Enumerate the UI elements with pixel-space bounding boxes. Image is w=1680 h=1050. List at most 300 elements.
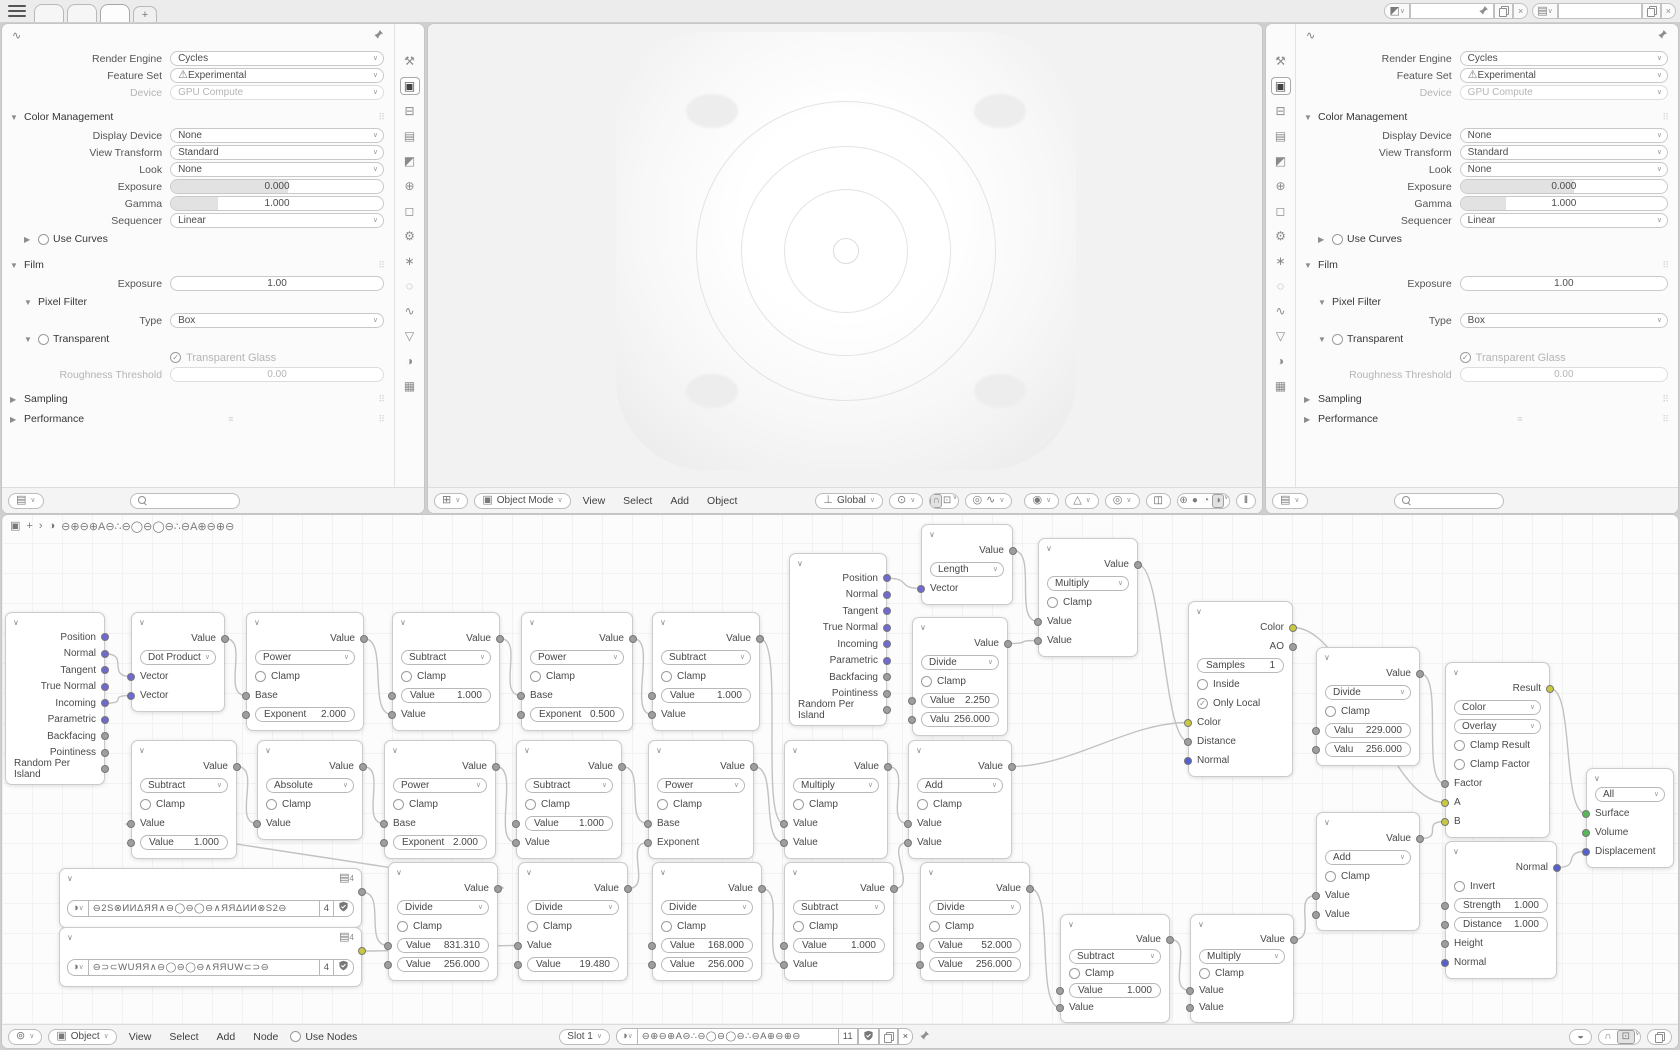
node-bump[interactable] bbox=[1445, 841, 1557, 979]
node-mult[interactable] bbox=[1038, 538, 1138, 657]
node-header[interactable] bbox=[785, 863, 893, 879]
menu-select[interactable]: Select bbox=[169, 1030, 199, 1043]
properties-editor-type-button[interactable] bbox=[8, 493, 44, 509]
properties-tab-tool-icon[interactable]: ⚒ bbox=[1275, 54, 1286, 68]
properties-tab-object-icon[interactable]: ◻ bbox=[1275, 204, 1286, 218]
node-header[interactable] bbox=[247, 613, 363, 629]
node-operation-dropdown[interactable]: All ∨ bbox=[1595, 787, 1665, 802]
node-checkbox-clamp[interactable] bbox=[255, 671, 266, 682]
collapse-chevron-icon[interactable]: ∨ bbox=[400, 618, 406, 627]
socket-out[interactable] bbox=[1546, 685, 1554, 693]
node-operation-dropdown[interactable]: Absolute ∨ bbox=[266, 778, 354, 793]
socket-out[interactable] bbox=[1026, 885, 1034, 893]
field-exposure[interactable]: 0.000 bbox=[170, 179, 384, 194]
socket-out[interactable] bbox=[884, 763, 892, 771]
material-icon-button[interactable] bbox=[616, 1028, 638, 1045]
socket-in[interactable] bbox=[908, 697, 916, 705]
properties-search-input[interactable] bbox=[1394, 493, 1504, 509]
socket-out[interactable] bbox=[101, 650, 109, 658]
socket-out[interactable] bbox=[883, 624, 891, 632]
socket-in[interactable] bbox=[644, 820, 652, 828]
collapse-chevron-icon[interactable]: ∨ bbox=[1198, 920, 1204, 929]
node-header[interactable] bbox=[132, 741, 236, 757]
socket-in[interactable] bbox=[512, 820, 520, 828]
socket-out[interactable] bbox=[492, 763, 500, 771]
properties-tab-constraints-icon[interactable]: ∿ bbox=[404, 304, 415, 318]
presets-icon[interactable]: ≡ bbox=[228, 414, 235, 424]
properties-tab-physics-icon[interactable]: ◌ bbox=[405, 279, 414, 293]
node-operation-dropdown[interactable]: Divide ∨ bbox=[661, 900, 753, 915]
socket-in[interactable] bbox=[904, 820, 912, 828]
properties-tab-output-icon[interactable]: ⊟ bbox=[404, 104, 415, 118]
collapse-chevron-icon[interactable]: ∨ bbox=[396, 868, 402, 877]
node-header[interactable] bbox=[389, 863, 497, 879]
menu-view[interactable]: View bbox=[128, 1030, 152, 1043]
socket-in[interactable] bbox=[1441, 902, 1449, 910]
socket-in[interactable] bbox=[1582, 829, 1590, 837]
node-add2[interactable] bbox=[1316, 812, 1420, 931]
socket-in[interactable] bbox=[127, 839, 135, 847]
node-header[interactable] bbox=[1189, 602, 1292, 618]
node-value-field[interactable]: Value 2.250 bbox=[921, 693, 999, 708]
collapse-chevron-icon[interactable]: ∨ bbox=[265, 746, 271, 755]
properties-tab-world-icon[interactable]: ⊕ bbox=[404, 179, 415, 193]
socket-in[interactable] bbox=[1441, 959, 1449, 967]
node-operation-dropdown[interactable]: Power ∨ bbox=[530, 650, 624, 665]
workspace-tab-2[interactable] bbox=[67, 4, 97, 22]
socket-in[interactable] bbox=[384, 961, 392, 969]
node-pow2[interactable] bbox=[521, 612, 633, 731]
node-header[interactable] bbox=[1587, 769, 1673, 785]
socket-in[interactable] bbox=[916, 942, 924, 950]
field-exposure[interactable]: 1.00 bbox=[170, 276, 384, 291]
node-value-field[interactable]: Value 256.000 bbox=[397, 957, 489, 972]
filter-icon[interactable]: ∿ bbox=[12, 29, 22, 42]
checkbox-transparent[interactable] bbox=[38, 334, 49, 345]
datablock-icon-button[interactable] bbox=[67, 900, 89, 917]
properties-tab-render-icon[interactable]: ▣ bbox=[1271, 77, 1291, 95]
node-operation-dropdown[interactable]: Power ∨ bbox=[255, 650, 355, 665]
section-header-performance[interactable]: ▶ Performance ≡ ⠿ bbox=[10, 413, 386, 425]
pivot-point-dropdown[interactable] bbox=[889, 493, 923, 509]
collapse-chevron-icon[interactable]: ∨ bbox=[529, 618, 535, 627]
socket-out[interactable] bbox=[629, 635, 637, 643]
node-value-field[interactable]: Value 1.000 bbox=[140, 835, 228, 850]
collapse-chevron-icon[interactable]: ∨ bbox=[1068, 920, 1074, 929]
node-header[interactable] bbox=[393, 613, 499, 629]
field-look[interactable]: None ∨ bbox=[1460, 162, 1668, 177]
node-header[interactable] bbox=[385, 741, 495, 757]
socket-in[interactable] bbox=[514, 961, 522, 969]
node-checkbox-inside[interactable] bbox=[1197, 679, 1208, 690]
node-checkbox-clamp[interactable] bbox=[266, 799, 277, 810]
collapse-chevron-icon[interactable]: ∨ bbox=[1046, 544, 1052, 553]
view-layer-selector-new-button[interactable] bbox=[1642, 3, 1661, 19]
node-checkbox-clamp[interactable] bbox=[917, 799, 928, 810]
properties-tab-particles-icon[interactable]: ∗ bbox=[404, 254, 415, 268]
presets-icon[interactable]: ≡ bbox=[1517, 414, 1524, 424]
node-checkbox-clamp[interactable] bbox=[393, 799, 404, 810]
collapse-chevron-icon[interactable]: ∨ bbox=[67, 874, 73, 883]
node-checkbox-clamp[interactable] bbox=[397, 921, 408, 932]
node-checkbox-clamp[interactable] bbox=[661, 671, 672, 682]
socket-out[interactable] bbox=[758, 885, 766, 893]
collapse-chevron-icon[interactable]: ∨ bbox=[656, 746, 662, 755]
node-operation-dropdown[interactable]: Divide ∨ bbox=[397, 900, 489, 915]
node-sub2[interactable] bbox=[652, 612, 760, 731]
socket-in[interactable] bbox=[384, 942, 392, 950]
subsection-pixel-filter[interactable]: ▼ Pixel Filter bbox=[1318, 296, 1382, 308]
properties-tab-material-icon[interactable]: ◑ bbox=[405, 354, 414, 368]
node-header[interactable] bbox=[1317, 813, 1419, 829]
shading-rendered-icon[interactable]: ◑ bbox=[1212, 494, 1224, 508]
node-operation-dropdown[interactable]: Subtract ∨ bbox=[1069, 949, 1161, 964]
properties-tab-texture-icon[interactable]: ▦ bbox=[403, 379, 416, 393]
snap-target-icon[interactable]: ⊡ bbox=[942, 495, 952, 506]
app-menu-button[interactable] bbox=[8, 5, 26, 17]
node-checkbox-clamp[interactable] bbox=[527, 921, 538, 932]
properties-tab-scene-icon[interactable]: ◩ bbox=[1274, 154, 1287, 168]
properties-tab-texture-icon[interactable]: ▦ bbox=[1274, 379, 1287, 393]
socket-in[interactable] bbox=[1056, 987, 1064, 995]
socket-in[interactable] bbox=[127, 820, 135, 828]
socket-in[interactable] bbox=[1034, 618, 1042, 626]
node-operation-dropdown[interactable]: Multiply ∨ bbox=[793, 778, 879, 793]
section-header-color-management[interactable]: ▼ Color Management ⠿ bbox=[1304, 111, 1670, 123]
socket-out[interactable] bbox=[1416, 670, 1424, 678]
collapse-chevron-icon[interactable]: ∨ bbox=[1196, 607, 1202, 616]
collapse-chevron-icon[interactable]: ∨ bbox=[392, 746, 398, 755]
material-fake-user-button[interactable] bbox=[858, 1028, 879, 1045]
properties-tab-object-data-icon[interactable]: ▽ bbox=[404, 329, 415, 343]
node-value-field[interactable]: Value 1.000 bbox=[793, 938, 885, 953]
socket-in[interactable] bbox=[648, 692, 656, 700]
node-checkbox-clamp[interactable] bbox=[525, 799, 536, 810]
node-value-field[interactable]: Samples 1 bbox=[1197, 658, 1284, 673]
mode-dropdown[interactable]: ▣ Object Mode ∨ bbox=[474, 493, 570, 509]
toggle-use-curves[interactable]: ▶ Use Curves bbox=[24, 233, 108, 245]
collapse-chevron-icon[interactable]: ∨ bbox=[526, 868, 532, 877]
socket-out[interactable] bbox=[883, 657, 891, 665]
node-sub3[interactable] bbox=[131, 740, 237, 859]
socket-out[interactable] bbox=[1008, 763, 1016, 771]
socket-in[interactable] bbox=[1582, 810, 1590, 818]
snap-magnet-icon[interactable]: ∩ bbox=[1604, 1031, 1612, 1042]
field-device[interactable]: GPU Compute ∨ bbox=[170, 85, 384, 100]
node-checkbox-clamp[interactable] bbox=[661, 921, 672, 932]
socket-out[interactable] bbox=[750, 763, 758, 771]
use-nodes-toggle[interactable]: Use Nodes bbox=[290, 1031, 357, 1043]
node-value-field[interactable]: Value 1.000 bbox=[661, 688, 751, 703]
node-snap-controls[interactable] bbox=[1598, 1029, 1641, 1045]
shading-mode-controls[interactable] bbox=[1177, 493, 1230, 509]
users-count[interactable]: 4 bbox=[319, 959, 334, 976]
socket-in[interactable] bbox=[1184, 719, 1192, 727]
node-header[interactable] bbox=[132, 613, 224, 629]
socket-in[interactable] bbox=[644, 839, 652, 847]
socket-in[interactable] bbox=[1186, 987, 1194, 995]
socket-in[interactable] bbox=[1312, 746, 1320, 754]
socket-in[interactable] bbox=[1441, 940, 1449, 948]
node-checkbox-clamp[interactable] bbox=[1325, 706, 1336, 717]
workspace-tab-3[interactable] bbox=[100, 4, 130, 22]
socket-out[interactable] bbox=[359, 763, 367, 771]
node-header[interactable] bbox=[1039, 539, 1137, 555]
fake-user-shield-icon[interactable] bbox=[338, 960, 349, 974]
scene-selector-icon[interactable]: ◩ ∨ bbox=[1384, 3, 1410, 19]
new-workspace-tab-button[interactable]: + bbox=[133, 6, 157, 22]
view-layer-selector-icon[interactable]: ▤ ∨ bbox=[1532, 3, 1558, 19]
collapse-chevron-icon[interactable]: ∨ bbox=[920, 623, 926, 632]
datablock-name-field[interactable]: ⊖⊃⊂WUЯЯ∧⊖◯⊖◯⊖∧ЯЯUW⊂⊃⊖ bbox=[89, 959, 319, 976]
node-operation-dropdown[interactable]: Divide ∨ bbox=[929, 900, 1021, 915]
node-sub5[interactable] bbox=[784, 862, 894, 981]
fake-user-button[interactable] bbox=[334, 959, 354, 976]
socket-in[interactable] bbox=[917, 585, 925, 593]
node-value-field[interactable]: Distance 1.000 bbox=[1454, 917, 1548, 932]
properties-tab-material-icon[interactable]: ◑ bbox=[1276, 354, 1285, 368]
properties-tab-world-icon[interactable]: ⊕ bbox=[1275, 179, 1286, 193]
collapse-chevron-icon[interactable]: ∨ bbox=[660, 618, 666, 627]
collapse-chevron-icon[interactable]: ∨ bbox=[797, 559, 803, 568]
collapse-chevron-icon[interactable]: ∨ bbox=[1594, 774, 1600, 783]
field-render-engine[interactable]: Cycles ∨ bbox=[1460, 51, 1668, 66]
collapse-chevron-icon[interactable]: ∨ bbox=[928, 868, 934, 877]
node-ao[interactable] bbox=[1188, 601, 1293, 777]
fake-user-shield-icon[interactable] bbox=[338, 901, 349, 915]
menu-select[interactable]: Select bbox=[623, 494, 653, 507]
node-pow3[interactable] bbox=[384, 740, 496, 859]
socket-out[interactable] bbox=[883, 690, 891, 698]
node-checkbox-clamp[interactable] bbox=[1069, 968, 1080, 979]
node-div229[interactable] bbox=[1316, 647, 1420, 766]
node-header[interactable] bbox=[522, 613, 632, 629]
socket-in[interactable] bbox=[780, 839, 788, 847]
field-view-transform[interactable]: Standard ∨ bbox=[1460, 145, 1668, 160]
node-value-field[interactable]: Value 1.000 bbox=[401, 688, 491, 703]
node-grp[interactable] bbox=[59, 868, 362, 987]
menu-add[interactable]: Add bbox=[216, 1030, 236, 1043]
socket-in[interactable] bbox=[127, 673, 135, 681]
gizmos-dropdown[interactable] bbox=[1065, 493, 1099, 509]
node-value-field[interactable]: Exponent 2.000 bbox=[255, 707, 355, 722]
datablock-icon-button[interactable] bbox=[67, 959, 89, 976]
node-abs[interactable] bbox=[257, 740, 363, 840]
workspace-tab-1[interactable] bbox=[34, 4, 64, 22]
socket-in[interactable] bbox=[242, 711, 250, 719]
datablock-name-field[interactable]: ⊖2S⊗ИИΔЯЯ∧⊖◯⊖◯⊖∧ЯЯΔИИ⊗S2⊖ bbox=[89, 900, 319, 917]
properties-tab-render-icon[interactable]: ▣ bbox=[400, 77, 420, 95]
shading-wireframe-icon[interactable]: ⊕ bbox=[1179, 495, 1188, 506]
socket-out[interactable] bbox=[358, 947, 366, 955]
node-value-field[interactable]: Value 52.000 bbox=[929, 938, 1021, 953]
node-value-field[interactable]: Value 256.000 bbox=[661, 957, 753, 972]
collapse-chevron-icon[interactable]: ∨ bbox=[792, 868, 798, 877]
node-header[interactable] bbox=[517, 741, 621, 757]
section-header-film[interactable]: ▼ Film ⠿ bbox=[1304, 259, 1670, 271]
properties-tab-physics-icon[interactable]: ◌ bbox=[1276, 279, 1285, 293]
checkbox-transparent-glass[interactable]: ✓ bbox=[170, 352, 181, 363]
socket-out[interactable] bbox=[1134, 561, 1142, 569]
menu-node[interactable]: Node bbox=[253, 1030, 279, 1043]
node-value-field[interactable]: Value 168.000 bbox=[661, 938, 753, 953]
properties-tab-object-data-icon[interactable]: ▽ bbox=[1275, 329, 1286, 343]
node-checkbox-clamp[interactable] bbox=[929, 921, 940, 932]
field-feature-set[interactable]: ⚠ Experimental ∨ bbox=[170, 68, 384, 83]
field-roughness-threshold[interactable]: 0.00 bbox=[1460, 367, 1668, 382]
properties-tab-view-layer-icon[interactable]: ▤ bbox=[403, 129, 416, 143]
socket-in[interactable] bbox=[1441, 799, 1449, 807]
socket-in[interactable] bbox=[1441, 780, 1449, 788]
properties-tab-output-icon[interactable]: ⊟ bbox=[1275, 104, 1286, 118]
properties-tab-particles-icon[interactable]: ∗ bbox=[1275, 254, 1286, 268]
collapse-chevron-icon[interactable]: ∨ bbox=[660, 868, 666, 877]
socket-out[interactable] bbox=[1290, 936, 1298, 944]
scene-selector-pin-icon[interactable] bbox=[1478, 5, 1489, 18]
socket-out[interactable] bbox=[233, 763, 241, 771]
node-operation-dropdown[interactable]: Subtract ∨ bbox=[661, 650, 751, 665]
node-header[interactable] bbox=[913, 618, 1007, 634]
collapse-chevron-icon[interactable]: ∨ bbox=[792, 746, 798, 755]
field-exposure[interactable]: 1.00 bbox=[1460, 276, 1668, 291]
collapse-chevron-icon[interactable]: ∨ bbox=[139, 746, 145, 755]
node-header[interactable] bbox=[258, 741, 362, 757]
node-value-field[interactable]: Value 1.000 bbox=[525, 816, 613, 831]
collapse-chevron-icon[interactable]: ∨ bbox=[1324, 653, 1330, 662]
socket-out[interactable] bbox=[618, 763, 626, 771]
node-sub4[interactable] bbox=[516, 740, 622, 859]
socket-out[interactable] bbox=[358, 888, 366, 896]
shading-solid-icon[interactable]: ● bbox=[1191, 495, 1198, 506]
socket-out[interactable] bbox=[221, 635, 229, 643]
snap-controls[interactable] bbox=[929, 493, 958, 509]
socket-in[interactable] bbox=[514, 942, 522, 950]
node-value-field[interactable]: Valu 256.000 bbox=[1325, 742, 1411, 757]
node-header[interactable] bbox=[6, 613, 104, 629]
collapse-chevron-icon[interactable]: ∨ bbox=[929, 530, 935, 539]
view-layer-selector-unlink-button[interactable]: × bbox=[1661, 3, 1676, 19]
node-checkbox-clamp[interactable] bbox=[1047, 597, 1058, 608]
section-header-performance[interactable]: ▶ Performance ≡ ⠿ bbox=[1304, 413, 1670, 425]
node-value-field[interactable]: Value 1.000 bbox=[1069, 983, 1161, 998]
socket-in[interactable] bbox=[904, 839, 912, 847]
node-operation-dropdown[interactable]: Add ∨ bbox=[1325, 850, 1411, 865]
node-checkbox-clamp[interactable] bbox=[1325, 871, 1336, 882]
menu-view[interactable]: View bbox=[582, 494, 606, 507]
field-roughness-threshold[interactable]: 0.00 bbox=[170, 367, 384, 382]
node-header[interactable] bbox=[790, 554, 886, 570]
socket-out[interactable] bbox=[101, 716, 109, 724]
node-operation-dropdown[interactable]: Power ∨ bbox=[657, 778, 745, 793]
node-overlap-button[interactable] bbox=[1647, 1029, 1672, 1045]
socket-in[interactable] bbox=[780, 820, 788, 828]
socket-out[interactable] bbox=[496, 635, 504, 643]
section-header-sampling[interactable]: ▶ Sampling ⠿ bbox=[1304, 393, 1670, 405]
socket-out[interactable] bbox=[890, 885, 898, 893]
material-users-count[interactable]: 11 bbox=[838, 1028, 858, 1045]
socket-in[interactable] bbox=[1056, 1004, 1064, 1012]
node-value-field[interactable]: Valu 229.000 bbox=[1325, 723, 1411, 738]
node-value-field[interactable]: Strength 1.000 bbox=[1454, 898, 1548, 913]
node-header[interactable] bbox=[909, 741, 1011, 757]
shading-material-preview-icon[interactable]: ◔ bbox=[1203, 495, 1210, 506]
properties-tab-object-icon[interactable]: ◻ bbox=[404, 204, 415, 218]
collapse-chevron-icon[interactable]: ∨ bbox=[916, 746, 922, 755]
node-value-field[interactable]: Exponent 2.000 bbox=[393, 835, 487, 850]
field-type[interactable]: Box ∨ bbox=[170, 313, 384, 328]
properties-tab-tool-icon[interactable]: ⚒ bbox=[404, 54, 415, 68]
socket-out[interactable] bbox=[1553, 864, 1561, 872]
subsection-pixel-filter[interactable]: ▼ Pixel Filter bbox=[24, 296, 88, 308]
socket-in[interactable] bbox=[388, 692, 396, 700]
socket-in[interactable] bbox=[780, 942, 788, 950]
node-value-field[interactable]: Value 256.000 bbox=[929, 957, 1021, 972]
snap-magnet-icon[interactable]: ∩ bbox=[930, 494, 941, 508]
section-header-sampling[interactable]: ▶ Sampling ⠿ bbox=[10, 393, 386, 405]
node-pow1[interactable] bbox=[246, 612, 364, 731]
node-checkbox-clamp[interactable] bbox=[1199, 968, 1210, 979]
socket-out[interactable] bbox=[1166, 936, 1174, 944]
collapse-chevron-icon[interactable]: ∨ bbox=[524, 746, 530, 755]
node-operation-dropdown[interactable]: Power ∨ bbox=[393, 778, 487, 793]
node-operation-dropdown[interactable]: Overlay ∨ bbox=[1454, 719, 1541, 734]
field-gamma[interactable]: 1.000 bbox=[1460, 196, 1668, 211]
node-checkbox-invert[interactable] bbox=[1454, 881, 1465, 892]
node-operation-dropdown[interactable]: Divide ∨ bbox=[1325, 685, 1411, 700]
socket-in[interactable] bbox=[517, 692, 525, 700]
node-header[interactable] bbox=[1317, 648, 1419, 664]
socket-in[interactable] bbox=[908, 716, 916, 724]
properties-editor-type-button[interactable] bbox=[1272, 493, 1308, 509]
node-outp[interactable] bbox=[1586, 768, 1674, 868]
node-len[interactable] bbox=[921, 524, 1013, 605]
collapse-chevron-icon[interactable]: ∨ bbox=[13, 618, 19, 627]
socket-in[interactable] bbox=[780, 961, 788, 969]
socket-in[interactable] bbox=[1186, 1004, 1194, 1012]
pin-properties-icon[interactable] bbox=[1657, 29, 1668, 43]
node-div168[interactable] bbox=[652, 862, 762, 981]
node-sub6[interactable] bbox=[1060, 914, 1170, 1023]
node-editor-type-button[interactable] bbox=[8, 1029, 42, 1045]
checkbox-use curves[interactable] bbox=[1332, 234, 1343, 245]
node-checkbox-clamp[interactable] bbox=[530, 671, 541, 682]
checkbox-use curves[interactable] bbox=[38, 234, 49, 245]
group-id-block-2[interactable] bbox=[59, 927, 362, 987]
properties-tab-modifiers-icon[interactable]: ⚙ bbox=[404, 229, 415, 243]
field-display-device[interactable]: None ∨ bbox=[170, 128, 384, 143]
socket-in[interactable] bbox=[1312, 727, 1320, 735]
socket-out[interactable] bbox=[360, 635, 368, 643]
section-header-color-management[interactable]: ▼ Color Management ⠿ bbox=[10, 111, 386, 123]
socket-in[interactable] bbox=[1312, 911, 1320, 919]
node-operation-dropdown[interactable]: Subtract ∨ bbox=[793, 900, 885, 915]
properties-tab-scene-icon[interactable]: ◩ bbox=[403, 154, 416, 168]
node-header[interactable] bbox=[519, 863, 627, 879]
socket-in[interactable] bbox=[127, 692, 135, 700]
node-operation-dropdown[interactable]: Length ∨ bbox=[930, 562, 1004, 577]
proportional-editing-controls[interactable] bbox=[965, 493, 1013, 509]
node-checkbox-clamp-factor[interactable] bbox=[1454, 759, 1465, 770]
snap-grid-icon[interactable]: ⊡ bbox=[1617, 1030, 1635, 1044]
viewport-editor-type-button[interactable] bbox=[434, 493, 468, 509]
node-checkbox-clamp[interactable] bbox=[793, 921, 804, 932]
node-header[interactable] bbox=[922, 525, 1012, 541]
material-name-field[interactable]: ⊖⊕⊖⊕A⊖∴⊖◯⊖◯⊖∴⊖A⊕⊖⊕⊖ bbox=[638, 1028, 838, 1045]
node-header[interactable] bbox=[1191, 915, 1293, 931]
socket-in[interactable] bbox=[380, 820, 388, 828]
filter-icon[interactable]: ∿ bbox=[1306, 29, 1316, 42]
node-mul3[interactable] bbox=[1190, 914, 1294, 1023]
